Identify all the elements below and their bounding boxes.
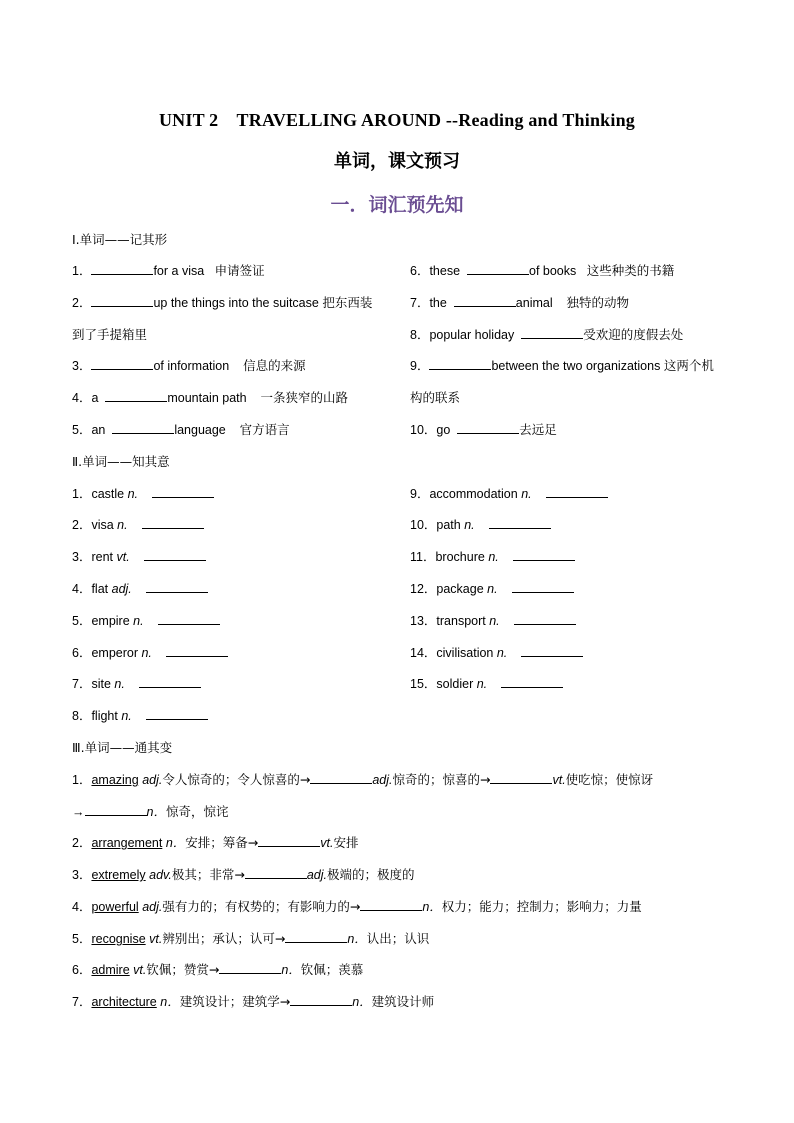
section-heading: 一．词汇预先知: [330, 194, 464, 216]
part2-item: 2．visa n.: [72, 516, 204, 534]
part2-item: 13．transport n.: [410, 612, 576, 630]
part2-heading: Ⅱ.单词——知其意: [72, 454, 170, 469]
answer-blank[interactable]: [245, 866, 307, 879]
part3-item-2: 2．arrangement n．安排；筹备→ vt.安排: [72, 835, 359, 850]
answer-blank[interactable]: [546, 485, 608, 498]
part2-item: 15．soldier n.: [410, 675, 563, 693]
part3-heading: Ⅲ.单词——通其变: [72, 740, 173, 755]
part2-item: 8．flight n.: [72, 707, 208, 725]
answer-blank[interactable]: [152, 485, 214, 498]
answer-blank[interactable]: [429, 357, 491, 370]
answer-blank[interactable]: [146, 580, 208, 593]
part2-item: 6．emperor n.: [72, 644, 228, 662]
page-subtitle: 单词，课文预习: [334, 151, 460, 172]
answer-blank[interactable]: [85, 803, 147, 816]
page-title: UNIT 2 TRAVELLING AROUND --Reading and Thinking: [158, 110, 636, 130]
answer-blank[interactable]: [467, 262, 529, 275]
part2-item: 5．empire n.: [72, 612, 220, 630]
part1-item-4: 4．a mountain path 一条狭窄的山路: [72, 390, 349, 405]
answer-blank[interactable]: [310, 771, 372, 784]
answer-blank[interactable]: [146, 707, 208, 720]
part1-item-10: 10．go 去远足: [410, 422, 557, 437]
part2-item: 4．flat adj.: [72, 580, 208, 598]
part1-item-3: 3． of information 信息的来源: [72, 358, 306, 373]
answer-blank[interactable]: [454, 294, 516, 307]
part1-heading: Ⅰ.单词——记其形: [72, 232, 168, 247]
part2-item: 3．rent vt.: [72, 548, 206, 566]
answer-blank[interactable]: [158, 612, 220, 625]
answer-blank[interactable]: [285, 930, 347, 943]
part1-item-2-wrap: 到了手提箱里: [72, 327, 148, 342]
answer-blank[interactable]: [514, 612, 576, 625]
part2-item: 10．path n.: [410, 516, 551, 534]
part1-item-9: 9． between the two organizations 这两个机: [410, 358, 714, 373]
answer-blank[interactable]: [521, 326, 583, 339]
part2-item: 9．accommodation n.: [410, 485, 608, 503]
part2-item: 11．brochure n.: [410, 548, 575, 566]
answer-blank[interactable]: [91, 357, 153, 370]
part1-item-7: 7．the animal 独特的动物: [410, 295, 630, 310]
answer-blank[interactable]: [521, 644, 583, 657]
part3-item-6: 6．admire vt.钦佩；赞赏→ n．钦佩；羡慕: [72, 962, 364, 977]
part2-item: 14．civilisation n.: [410, 644, 583, 662]
part2-item: 12．package n.: [410, 580, 574, 598]
part1-item-1: 1． for a visa 申请签证: [72, 263, 265, 278]
part1-item-8: 8．popular holiday 受欢迎的度假去处: [410, 327, 684, 342]
part2-item: 1．castle n.: [72, 485, 214, 503]
answer-blank[interactable]: [258, 834, 320, 847]
part3-item-1-wrap: → n．惊奇，惊诧: [72, 804, 229, 819]
part3-item-5: 5．recognise vt.辨别出；承认；认可→ n．认出；认识: [72, 931, 430, 946]
answer-blank[interactable]: [489, 516, 551, 529]
answer-blank[interactable]: [490, 771, 552, 784]
answer-blank[interactable]: [105, 389, 167, 402]
answer-blank[interactable]: [457, 421, 519, 434]
answer-blank[interactable]: [290, 993, 352, 1006]
part3-item-4: 4．powerful adj.强有力的；有权势的；有影响力的→ n．权力；能力；控制力；影响力；力量: [72, 899, 642, 914]
answer-blank[interactable]: [512, 580, 574, 593]
answer-blank[interactable]: [112, 421, 174, 434]
part1-item-9-wrap: 构的联系: [410, 390, 461, 405]
answer-blank[interactable]: [219, 961, 281, 974]
part3-item-3: 3．extremely adv.极其；非常→ adj.极端的；极度的: [72, 867, 415, 882]
answer-blank[interactable]: [144, 548, 206, 561]
part1-item-5: 5．an language 官方语言: [72, 422, 290, 437]
answer-blank[interactable]: [139, 675, 201, 688]
answer-blank[interactable]: [360, 898, 422, 911]
answer-blank[interactable]: [142, 516, 204, 529]
answer-blank[interactable]: [501, 675, 563, 688]
part3-item-1: 1．amazing adj.令人惊奇的；令人惊喜的→ adj.惊奇的；惊喜的→ vt.使吃惊；使惊讶: [72, 772, 654, 787]
part1-item-2: 2． up the things into the suitcase 把东西装: [72, 295, 373, 310]
part1-item-6: 6．these of books 这些种类的书籍: [410, 263, 675, 278]
answer-blank[interactable]: [513, 548, 575, 561]
answer-blank[interactable]: [91, 262, 153, 275]
answer-blank[interactable]: [166, 644, 228, 657]
part2-item: 7．site n.: [72, 675, 201, 693]
part3-item-7: 7．architecture n．建筑设计；建筑学→ n．建筑设计师: [72, 994, 435, 1009]
answer-blank[interactable]: [91, 294, 153, 307]
